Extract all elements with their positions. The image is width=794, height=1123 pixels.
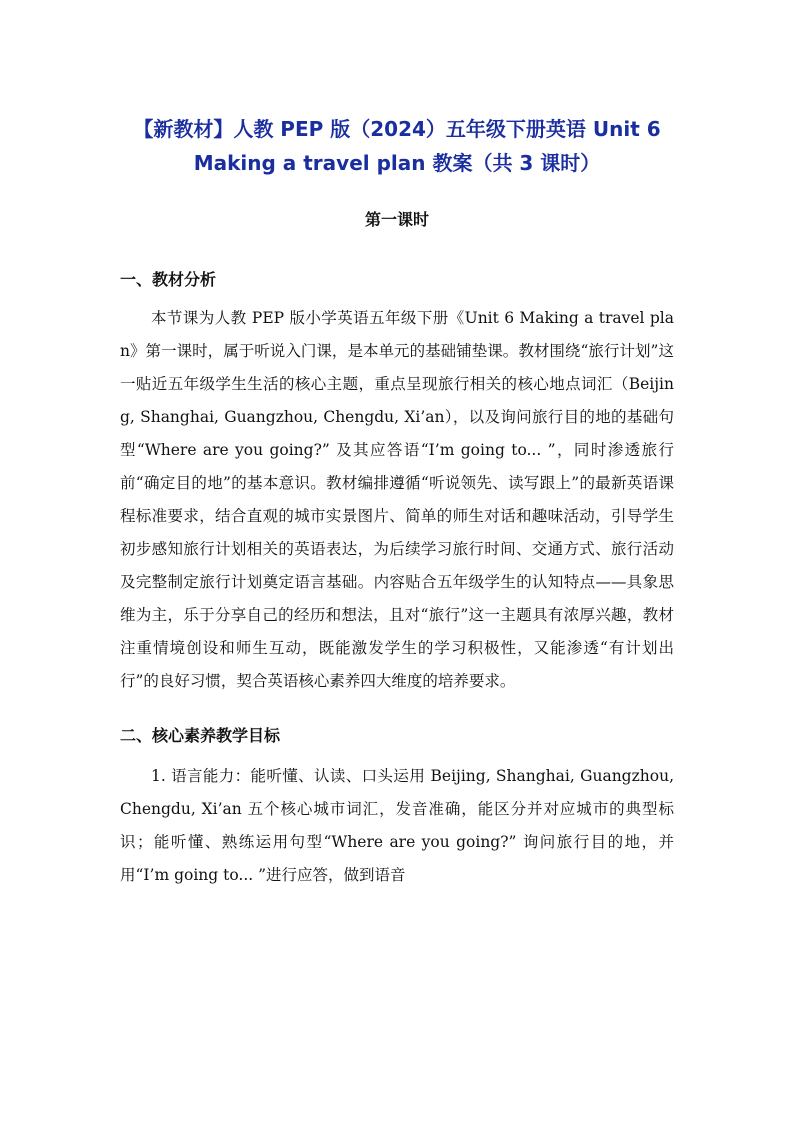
textbook-analysis-paragraph: 本节课为人教 PEP 版小学英语五年级下册《Unit 6 Making a travel plan》第一课时，属于听说入门课，是本单元的基础铺垫课。教材围绕“旅行计划”这一贴近五年级学生生活的核心主题，重点呈现旅行相关的核心地点词汇（Beijing, Shanghai, Guangzhou, Chengdu, Xi’an），以及询问旅行目的地的基础句型“Where are you going?” 及其应答语“I’m going to... ”，同时渗透旅行前“确定目的地”的基本意识。教材编排遵循“听说领先、读写跟上”的最新英语课程标准要求，结合直观的城市实景图片、简单的师生对话和趣味活动，引导学生初步感知旅行计划相关的英语表达，为后续学习旅行时间、交通方式、旅行活动及完整制定旅行计划奠定语言基础。内容贴合五年级学生的认知特点——具象思维为主，乐于分享自己的经历和想法，且对“旅行”这一主题具有浓厚兴趣，教材注重情境创设和师生互动，既能激发学生的学习积极性，又能渗透“有计划出行”的良好习惯，契合英语核心素养四大维度的培养要求。 — [120, 309, 674, 690]
lesson-title: 第一课时 — [364, 210, 429, 229]
section-heading-teaching-goals: 二、核心素养教学目标 — [120, 726, 281, 745]
document-title-line-2: Making a travel plan 教案（共 3 课时） — [193, 151, 601, 175]
document-title-line-1: 【新教材】人教 PEP 版（2024）五年级下册英语 Unit 6 — [133, 117, 661, 141]
section-heading-textbook-analysis: 一、教材分析 — [120, 270, 217, 289]
goal-language-ability: 1. 语言能力：能听懂、认读、口头运用 Beijing, Shanghai, Guangzhou, Chengdu, Xi’an 五个核心城市词汇，发音准确，能区分并对应城市的典型标识；能听懂、熟练运用句型“Where are you going?” 询问旅行目的地，并用“I’m going to... ”进行应答，做到语音 — [120, 767, 674, 884]
document-title — [120, 112, 674, 180]
